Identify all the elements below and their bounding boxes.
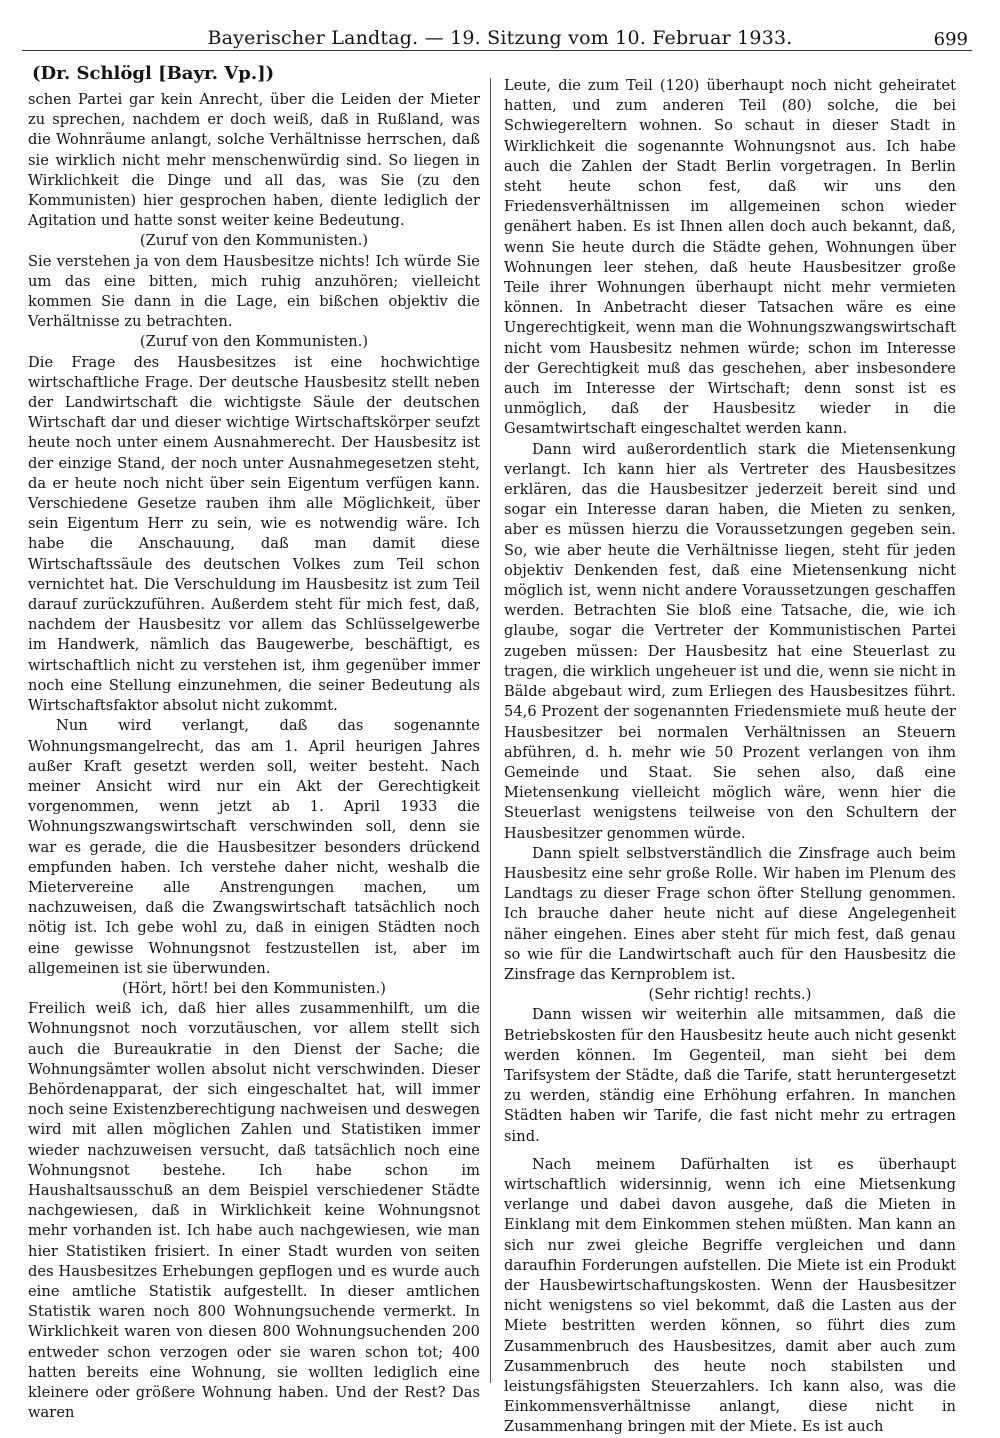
- interjection: (Hört, hört! bei den Kommunisten.): [121, 979, 387, 997]
- paragraph: schen Partei gar kein Anrecht, über die Leiden der Mieter zu sprechen, nachdem er doch weiß, daß in Rußland, was die Wohnräume anlangt, solche Verhältnisse herrschen, daß sie wirklich nicht mehr menschenwürdig sind. So liegen in Wirklichkeit die Dinge und all das, was Sie (zu den Kommunisten) hier gesprochen haben, diente lediglich der Agitation und hatte sonst weiter keine Bedeutung.: [28, 91, 480, 230]
- interjection: (Zuruf von den Kommunisten.): [139, 333, 369, 351]
- paragraph: Die Frage des Hausbesitzes ist eine hochwichtige wirtschaftliche Frage. Der deutsche Hausbesitz stellt neben der Landwirtschaft die wichtigste Säule der deutschen Wirtschaft dar und dieser wichtige Wirtschaftskörper seufzt heute noch unter einem Ausnahmerecht. Der Hausbesitz ist der einzige Stand, der noch unter Ausnahmegesetzen steht, da er heute noch nicht über sein Eigentum verfügen kann. Verschiedene Gesetze rauben ihm alle Möglichkeit, über sein Eigentum Herr zu sein, wie es notwendig wäre. Ich habe die Anschauung, daß man damit diese Wirtschaftssäule des deutschen Volkes zum Teil schon vernichtet hat. Die Verschuldung im Hausbesitz ist zum Teil darauf zurückzuführen. Außerdem steht für mich fest, daß, nachdem der Hausbesitz vor allem das Schlüsselgewerbe im Handwerk, nämlich das Baugewerbe, beschäftigt, es wirtschaftlich nicht zu verstehen ist, ihm gegenüber immer noch eine Stellung einzunehmen, die seiner Bedeutung als Wirtschaftsfaktor absolut nicht zukommt.: [28, 353, 480, 715]
- page-number: 699: [933, 29, 968, 50]
- interjection: (Sehr richtig! rechts.): [648, 986, 812, 1004]
- paragraph: Nach meinem Dafürhalten ist es überhaupt wirtschaftlich widersinnig, wenn ich eine Mietsenkung verlange und dabei davon ausgehe, daß die Mieten in Einklang mit dem Einkommen stehen müßten. Man kann an sich nur zwei gleiche Begriffe vergleichen und dann daraufhin Forderungen aufstellen. Die Miete ist ein Produkt der Hausbewirtschaftungskosten. Wenn der Hausbesitzer nicht wenigstens so viel bekommt, daß die Lasten aus der Miete bestritten werden können, so führt dies zum Zusammenbruch des Hausbesitzes, damit aber auch zum Zusammenbruch des heute noch stabilsten und leistungsfähigsten Steuerzahlers. Ich kann also, was die Einkommensverhältnisse anlangt, diese nicht in Zusammenhang bringen mit der Miete. Es ist auch: [504, 1155, 956, 1436]
- paragraph: Dann wird außerordentlich stark die Mietensenkung verlangt. Ich kann hier als Vertreter des Hausbesitzes erklären, das die Hausbesitzer jederzeit bereit sind und sogar ein Interesse daran haben, die Mieten zu senken, aber es müssen hierzu die Voraussetzungen gegeben sein. So, wie aber heute die Verhältnisse liegen, steht für jeden objektiv Denkenden fest, daß eine Mietensenkung nicht möglich ist, wenn nicht andere Voraussetzungen geschaffen werden. Betrachten Sie bloß eine Tatsache, die, wie ich glaube, sogar die Vertreter der Kommunistischen Partei zugeben müssen: Der Hausbesitz hat eine Steuerlast zu tragen, die wirklich ungeheuer ist und die, wenn sie nicht in Bälde abgebaut wird, zum Erliegen des Hausbesitzes führt. 54,6 Prozent der sogenannten Friedensmiete muß heute der Hausbesitzer bei normalen Verhältnissen an Steuern abführen, d. h. mehr wie 50 Prozent verlangen von ihm Gemeinde und Staat. Sie sehen also, daß eine Mietensenkung vielleicht möglich wäre, wenn hier die Steuerlast wenigstens teilweise von den Schultern der Hausbesitzer genommen würde.: [504, 440, 956, 842]
- interjection: (Zuruf von den Kommunisten.): [139, 232, 369, 250]
- right-column: [504, 76, 956, 1438]
- paragraph: Nun wird verlangt, daß das sogenannte Wohnungsmangelrecht, das am 1. April heurigen Jahres außer Kraft gesetzt werden soll, weiter besteht. Nach meiner Ansicht wird nur ein Akt der Gerechtigkeit vorgenommen, wenn jetzt ab 1. April 1933 die Wohnungszwangswirtschaft verschwinden soll, denn sie war es gerade, die die Hausbesitzer besonders drückend empfunden haben. Ich verstehe daher nicht, weshalb die Mietervereine alle Anstrengungen machen, um nachzuweisen, daß die Zwangswirtschaft tatsächlich noch nötig ist. Ich gebe wohl zu, daß in einigen Städten noch eine gewisse Wohnungsnot festzustellen ist, aber im allgemeinen ist sie überwunden.: [28, 717, 480, 977]
- header-rule: [22, 50, 972, 51]
- paragraph: Sie verstehen ja von dem Hausbesitze nichts! Ich würde Sie um das eine bitten, mich ruhig anzuhören; vielleicht kommen Sie dann in die Lage, ein bißchen objektiv die Verhältnisse zu betrachten.: [28, 252, 480, 331]
- left-column: [28, 58, 480, 1423]
- speaker-label: (Dr. Schlögl [Bayr. Vp.]): [32, 63, 275, 84]
- running-header: Bayerischer Landtag. — 19. Sitzung vom 10. Februar 1933.: [207, 27, 793, 49]
- paragraph: Dann spielt selbstverständlich die Zinsfrage auch beim Hausbesitz eine sehr große Rolle. Wir haben im Plenum des Landtags zu dieser Frage schon öfter Stellung genommen. Ich brauche daher heute nicht auf diese Angelegenheit näher eingehen. Eines aber steht für mich fest, daß genau so wie für die Landwirtschaft auch für den Hausbesitz die Zinsfrage das Kernproblem ist.: [504, 844, 956, 983]
- paragraph: Leute, die zum Teil (120) überhaupt noch nicht geheiratet hatten, und zum anderen Teil (80) solche, die bei Schwiegereltern wohnen. So schaut in dieser Stadt in Wirklichkeit die sogenannte Wohnungsnot aus. Ich habe auch die Zahlen der Stadt Berlin vorgetragen. In Berlin steht heute schon fest, daß wir uns den Friedensverhältnissen im allgemeinen schon wieder genähert haben. Es ist Ihnen allen doch auch bekannt, daß, wenn Sie heute durch die Städte gehen, Wohnungen über Wohnungen leer stehen, daß heute Hausbesitzer große Teile ihrer Wohnungen überhaupt nicht mehr vermieten können. In Anbetracht dieser Tatsachen wäre es eine Ungerechtigkeit, wenn man die Wohnungszwangswirtschaft nicht vom Hausbesitz nehmen würde; schon im Interesse der Gerechtigkeit muß das geschehen, aber insbesondere auch im Interesse der Wirtschaft; denn sonst ist es unmöglich, daß der Hausbesitz wieder in die Gesamtwirtschaft eingeschaltet werden kann.: [504, 77, 956, 438]
- column-divider: [490, 78, 491, 1383]
- paragraph: Freilich weiß ich, daß hier alles zusammenhilft, um die Wohnungsnot noch vorzutäuschen, vor allem stellt sich auch die Bureaukratie in den Dienst der Sache; die Wohnungsämter wollen absolut nicht verschwinden. Dieser Behördenapparat, der sich eingeschaltet hat, will immer noch seine Existenzberechtigung nachweisen und deswegen wird mit allen möglichen Zahlen und Statistiken immer wieder nachzuweisen versucht, daß tatsächlich noch eine Wohnungsnot bestehe. Ich habe schon im Haushaltsausschuß an dem Beispiel verschiedener Städte nachgewiesen, daß in Wirklichkeit keine Wohnungsnot mehr vorhanden ist. Ich habe auch nachgewiesen, wie man hier Statistiken frisiert. In einer Stadt wurden von seiten des Hausbesitzes Erhebungen gepflogen und es wurde auch eine amtliche Statistik aufgestellt. In dieser amtlichen Statistik waren noch 800 Wohnungsuchende vermerkt. In Wirklichkeit waren von diesen 800 Wohnungsuchenden 200 entweder schon verzogen oder sie waren schon tot; 400 hatten bereits eine Wohnung, sie wollten lediglich eine kleinere oder größere Wohnung haben. Und der Rest? Das waren: [28, 1000, 480, 1422]
- paragraph: Dann wissen wir weiterhin alle mitsammen, daß die Betriebskosten für den Hausbesitz heute auch nicht gesenkt werden können. Im Gegenteil, man sieht bei dem Tarifsystem der Städte, daß die Tarife, statt heruntergesetzt zu werden, ständig eine Erhöhung erfahren. In manchen Städten haben wir Tarife, die fast nicht mehr zu ertragen sind.: [504, 1006, 956, 1145]
